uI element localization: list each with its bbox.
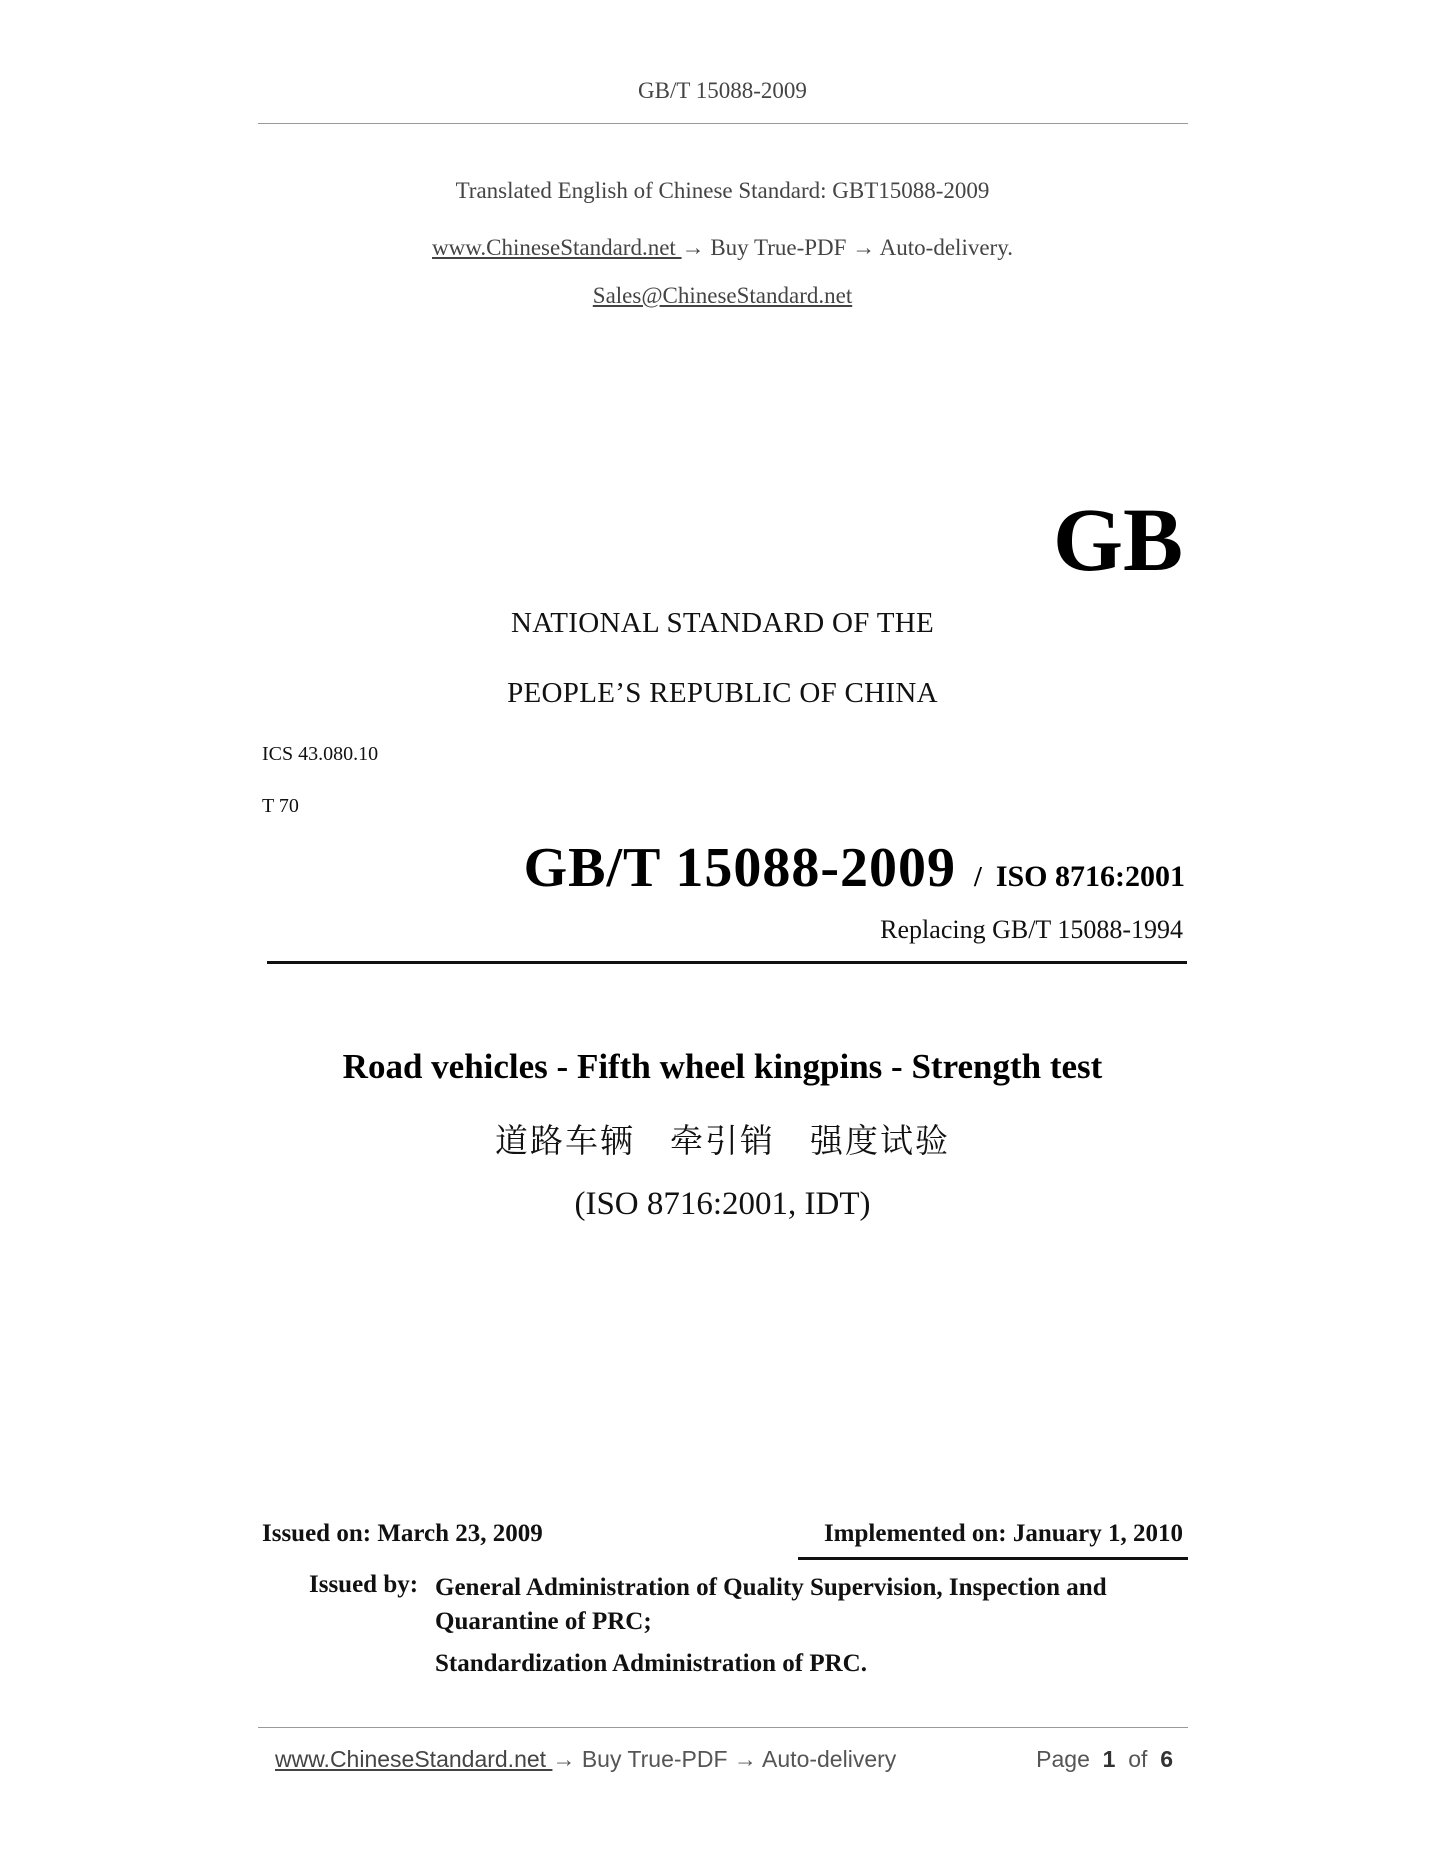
email-line (0, 283, 1445, 309)
purchase-notice (0, 235, 1445, 261)
gb-mark: GB (1052, 491, 1183, 590)
delivery-text: Auto-delivery. (875, 235, 1013, 260)
standard-number: GB/T 15088-2009 (523, 837, 957, 899)
site-link[interactable]: www.ChineseStandard.net (432, 235, 682, 260)
ics-code: ICS 43.080.10 (262, 743, 379, 765)
title-chinese: 道路车辆 牵引销 强度试验 (495, 1121, 950, 1160)
email-link[interactable]: Sales@ChineseStandard.net (592, 283, 853, 308)
page-label: Page (1036, 1746, 1090, 1772)
issued-by-organization-2: Standardization Administration of PRC. (435, 1650, 867, 1677)
arrow-right-icon: → (852, 235, 876, 260)
footer-buy-text: Buy True-PDF (575, 1746, 734, 1772)
standard-separator: / (974, 862, 982, 893)
footer-site-link[interactable]: www.ChineseStandard.net (275, 1746, 553, 1772)
issue-divider (798, 1557, 1188, 1560)
page-indicator (1036, 1746, 1173, 1773)
page-of: of (1128, 1746, 1148, 1772)
footer-delivery-text: Auto-delivery (756, 1746, 897, 1772)
arrow-right-icon: → (733, 1746, 757, 1772)
footer-links (275, 1746, 896, 1773)
arrow-right-icon: → (681, 235, 705, 260)
footer-divider (258, 1727, 1188, 1728)
issued-by-organization-1: General Administration of Quality Supervision, Inspection and Quarantine of PRC; (435, 1574, 1107, 1635)
arrow-right-icon: → (552, 1746, 576, 1772)
page-total: 6 (1160, 1746, 1173, 1772)
standard-number-block (524, 836, 1185, 900)
replacing-note: Replacing GB/T 15088-1994 (880, 915, 1183, 944)
buy-text: Buy True-PDF (704, 235, 853, 260)
header-divider (258, 123, 1188, 124)
ccs-code: T 70 (262, 795, 299, 817)
iso-number: ISO 8716:2001 (995, 860, 1185, 893)
implemented-on-date: Implemented on: January 1, 2010 (823, 1520, 1183, 1547)
national-standard-line-2: PEOPLE’S REPUBLIC OF CHINA (507, 677, 938, 709)
issued-on-date: Issued on: March 23, 2009 (262, 1520, 543, 1547)
title-iso-equivalence: (ISO 8716:2001, IDT) (574, 1186, 871, 1222)
title-english: Road vehicles - Fifth wheel kingpins - Strength test (342, 1047, 1103, 1086)
page-current: 1 (1102, 1746, 1116, 1772)
issued-by-label: Issued by: (309, 1571, 419, 1598)
running-header: GB/T 15088-2009 (638, 78, 807, 103)
title-divider (267, 961, 1187, 964)
translation-notice: Translated English of Chinese Standard: GBT15088-2009 (455, 178, 990, 203)
national-standard-line-1: NATIONAL STANDARD OF THE (511, 607, 934, 639)
